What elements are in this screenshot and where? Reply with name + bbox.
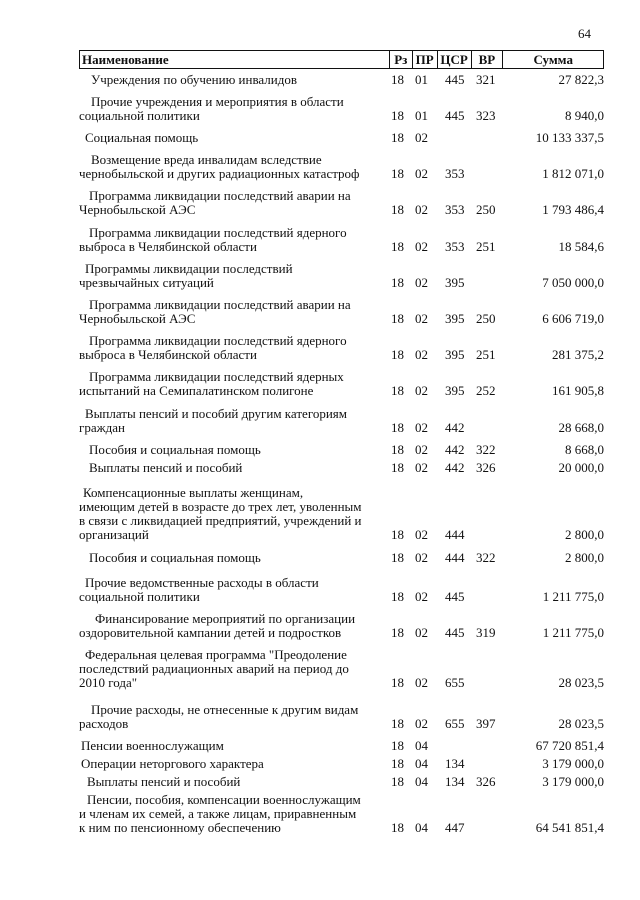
row-csr: 353 [445,202,465,217]
row-pr: 02 [415,166,428,181]
row-sum: 1 211 775,0 [542,589,604,604]
row-pr: 02 [415,625,428,640]
row-name: Финансирование мероприятий по организации оздоровительной кампании детей и подростков [79,611,356,640]
row-pr: 01 [415,108,428,123]
row-pr: 04 [415,774,428,789]
row-vr: 250 [476,202,496,217]
row-pr: 02 [415,527,428,542]
row-pr: 01 [415,72,428,87]
row-name: Социальная помощь [85,130,199,145]
row-rz: 18 [391,550,404,565]
row-csr: 395 [445,275,465,290]
row-csr: 444 [445,527,465,542]
row-sum: 1 812 071,0 [542,166,604,181]
row-rz: 18 [391,420,404,435]
row-vr: 326 [476,460,496,475]
header-vr: ВР [471,51,503,68]
row-rz: 18 [391,108,404,123]
table-row [79,793,604,835]
row-sum: 64 541 851,4 [535,820,604,835]
header-csr: ЦСР [437,51,471,68]
row-rz: 18 [391,202,404,217]
row-sum: 1 793 486,4 [542,202,604,217]
row-vr: 250 [476,311,496,326]
row-pr: 02 [415,130,428,145]
table-row [79,73,604,87]
row-vr: 252 [476,383,496,398]
row-csr: 445 [445,589,465,604]
row-pr: 04 [415,820,428,835]
table-row [79,648,604,690]
row-name: Программа ликвидации последствий ядерного выброса в Челябинской области [79,333,347,362]
row-rz: 18 [391,347,404,362]
table-row [79,486,604,542]
row-sum: 28 023,5 [558,716,604,731]
row-rz: 18 [391,738,404,753]
header-sum: Сумма [502,51,603,68]
row-pr: 02 [415,420,428,435]
row-pr: 02 [415,202,428,217]
row-sum: 2 800,0 [565,527,604,542]
table-row [79,443,604,457]
row-name: Прочие ведомственные расходы в области социальной политики [79,575,319,604]
row-pr: 02 [415,275,428,290]
row-csr: 134 [445,774,465,789]
row-pr: 02 [415,460,428,475]
row-sum: 67 720 851,4 [535,738,604,753]
table-row [79,461,604,475]
row-sum: 28 023,5 [558,675,604,690]
table-row [79,95,604,123]
row-csr: 655 [445,675,465,690]
row-rz: 18 [391,383,404,398]
row-rz: 18 [391,130,404,145]
row-pr: 02 [415,311,428,326]
table-row [79,189,604,217]
row-pr: 02 [415,239,428,254]
table-row [79,262,604,290]
row-name: Программа ликвидации последствий аварии на Чернобыльской АЭС [79,188,351,217]
row-pr: 02 [415,383,428,398]
row-sum: 281 375,2 [552,347,604,362]
row-name: Компенсационные выплаты женщинам, имеющим детей в возрасте до трех лет, уволенным в связи с ликвидацией предприятий, учреждений и организаций [79,485,362,542]
row-sum: 1 211 775,0 [542,625,604,640]
row-csr: 395 [445,311,465,326]
table-row [79,407,604,435]
row-csr: 444 [445,550,465,565]
row-sum: 3 179 000,0 [542,774,604,789]
table-row [79,334,604,362]
row-csr: 442 [445,460,465,475]
row-csr: 395 [445,383,465,398]
row-vr: 326 [476,774,496,789]
row-rz: 18 [391,820,404,835]
row-name: Программа ликвидации последствий аварии на Чернобыльской АЭС [79,297,351,326]
table-row [79,226,604,254]
row-rz: 18 [391,774,404,789]
row-rz: 18 [391,166,404,181]
row-vr: 251 [476,347,496,362]
row-sum: 8 668,0 [565,442,604,457]
row-rz: 18 [391,625,404,640]
row-rz: 18 [391,239,404,254]
row-rz: 18 [391,311,404,326]
row-name: Программа ликвидации последствий ядерного выброса в Челябинской области [79,225,347,254]
row-name: Выплаты пенсий и пособий [87,774,241,789]
row-sum: 20 000,0 [558,460,604,475]
table-row [79,739,604,753]
row-csr: 353 [445,239,465,254]
budget-table [79,50,604,835]
row-rz: 18 [391,716,404,731]
row-csr: 353 [445,166,465,181]
row-rz: 18 [391,675,404,690]
row-vr: 397 [476,716,496,731]
row-rz: 18 [391,527,404,542]
row-csr: 134 [445,756,465,771]
table-row [79,131,604,145]
row-sum: 10 133 337,5 [535,130,604,145]
row-pr: 04 [415,756,428,771]
table-row [79,612,604,640]
row-vr: 322 [476,550,496,565]
row-name: Программы ликвидации последствий чрезвычайных ситуаций [79,261,293,290]
row-csr: 445 [445,625,465,640]
table-row [79,775,604,789]
row-name: Выплаты пенсий и пособий [89,460,243,475]
table-row [79,551,604,565]
row-name: Операции неторгового характера [81,756,264,771]
header-rz: Рз [389,51,412,68]
row-rz: 18 [391,756,404,771]
row-csr: 442 [445,420,465,435]
table-row [79,370,604,398]
row-vr: 322 [476,442,496,457]
row-name: Учреждения по обучению инвалидов [91,72,297,87]
row-pr: 02 [415,716,428,731]
row-pr: 02 [415,347,428,362]
row-csr: 447 [445,820,465,835]
row-name: Прочие расходы, не отнесенные к другим видам расходов [79,702,359,731]
row-rz: 18 [391,589,404,604]
row-pr: 02 [415,675,428,690]
row-rz: 18 [391,460,404,475]
row-name: Прочие учреждения и мероприятия в области социальной политики [79,94,344,123]
row-name: Возмещение вреда инвалидам вследствие чернобыльской и других радиационных катастроф [79,152,360,181]
row-name: Пенсии военнослужащим [81,738,224,753]
row-vr: 323 [476,108,496,123]
row-name: Пособия и социальная помощь [89,442,261,457]
row-csr: 445 [445,72,465,87]
row-name: Пособия и социальная помощь [89,550,261,565]
row-csr: 395 [445,347,465,362]
row-rz: 18 [391,72,404,87]
row-pr: 02 [415,589,428,604]
row-csr: 655 [445,716,465,731]
row-rz: 18 [391,442,404,457]
row-sum: 6 606 719,0 [542,311,604,326]
row-vr: 319 [476,625,496,640]
row-csr: 442 [445,442,465,457]
row-sum: 27 822,3 [558,72,604,87]
table-row [79,153,604,181]
row-sum: 3 179 000,0 [542,756,604,771]
row-rz: 18 [391,275,404,290]
row-vr: 251 [476,239,496,254]
row-sum: 28 668,0 [558,420,604,435]
row-sum: 161 905,8 [552,383,604,398]
row-name: Федеральная целевая программа "Преодоление последствий радиационных аварий на период до 2010 года" [79,647,349,690]
page-number: 64 [578,26,591,41]
row-name: Пенсии, пособия, компенсации военнослужащим и членам их семей, а также лицам, приравненным к ним по пенсионному обеспечению [79,792,361,835]
table-row [79,703,604,731]
row-pr: 02 [415,550,428,565]
table-row [79,298,604,326]
row-vr: 321 [476,72,496,87]
table-header [79,50,604,69]
row-csr: 445 [445,108,465,123]
row-sum: 7 050 000,0 [542,275,604,290]
row-sum: 18 584,6 [558,239,604,254]
row-pr: 04 [415,738,428,753]
row-sum: 8 940,0 [565,108,604,123]
table-row [79,576,604,604]
row-name: Выплаты пенсий и пособий другим категориям граждан [79,406,347,435]
row-name: Программа ликвидации последствий ядерных испытаний на Семипалатинском полигоне [79,369,344,398]
row-pr: 02 [415,442,428,457]
header-name: Наименование [82,52,169,67]
header-pr: ПР [412,51,437,68]
table-row [79,757,604,771]
row-sum: 2 800,0 [565,550,604,565]
